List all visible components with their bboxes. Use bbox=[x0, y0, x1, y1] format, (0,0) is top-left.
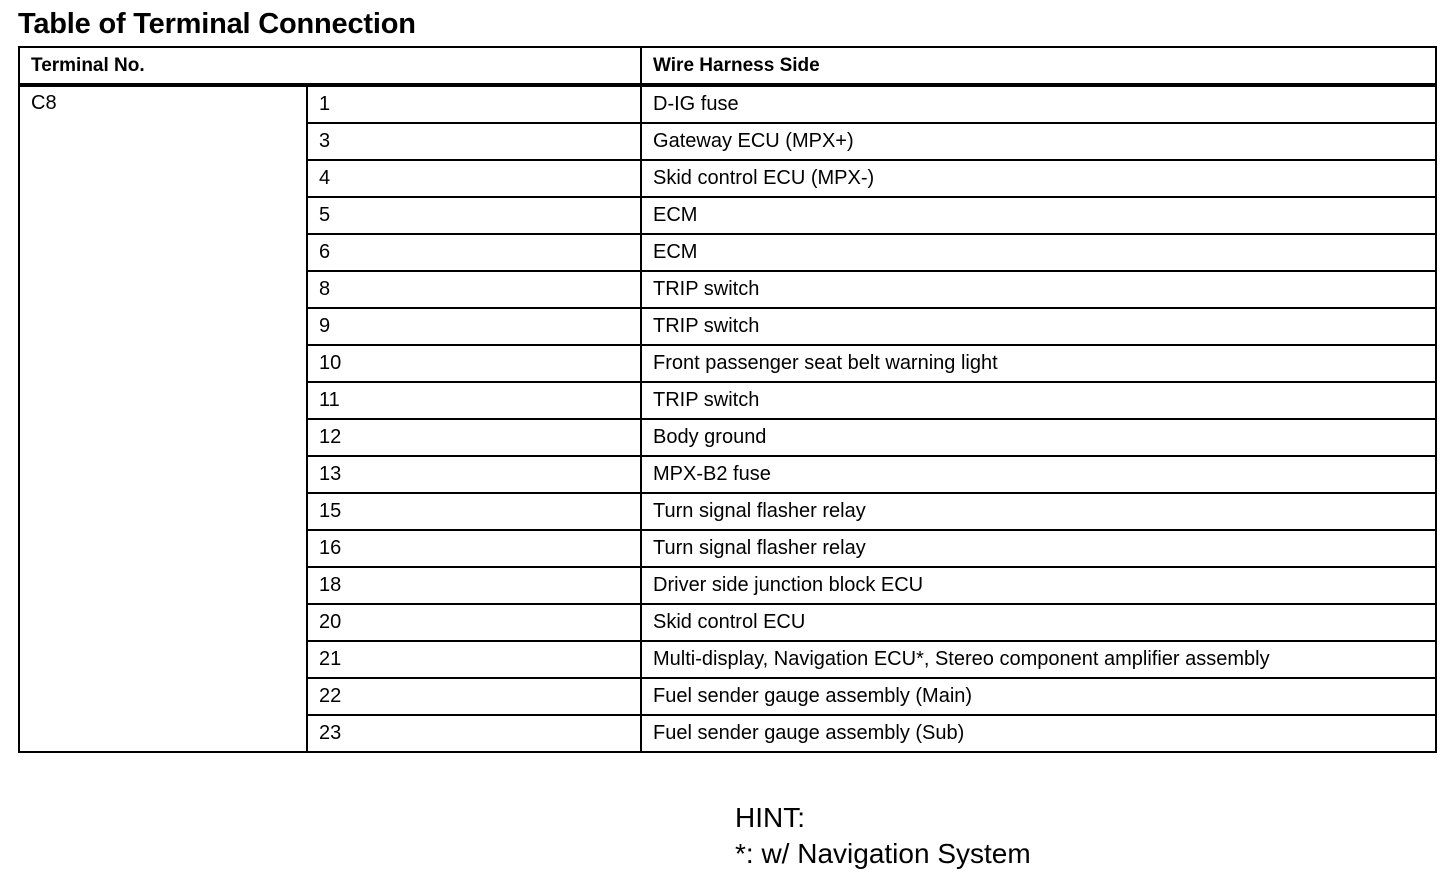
table-row bbox=[19, 85, 1436, 123]
terminal-number-cell: 13 bbox=[307, 456, 641, 493]
wire-harness-side-cell: Skid control ECU (MPX-) bbox=[641, 160, 1436, 197]
terminal-number-cell: 9 bbox=[307, 308, 641, 345]
header-wire-harness-side: Wire Harness Side bbox=[641, 47, 1436, 85]
terminal-number-cell: 5 bbox=[307, 197, 641, 234]
terminal-number-cell: 21 bbox=[307, 641, 641, 678]
table-header-row bbox=[19, 47, 1436, 85]
wire-harness-side-cell: TRIP switch bbox=[641, 382, 1436, 419]
terminal-number-cell: 12 bbox=[307, 419, 641, 456]
terminal-connection-table bbox=[18, 46, 1437, 753]
terminal-number-cell: 18 bbox=[307, 567, 641, 604]
hint-label: HINT: bbox=[735, 802, 805, 833]
header-terminal-no: Terminal No. bbox=[19, 47, 641, 85]
wire-harness-side-cell: Front passenger seat belt warning light bbox=[641, 345, 1436, 382]
terminal-number-cell: 16 bbox=[307, 530, 641, 567]
wire-harness-side-cell: Turn signal flasher relay bbox=[641, 493, 1436, 530]
terminal-number-cell: 23 bbox=[307, 715, 641, 752]
connector-cell: C8 bbox=[19, 85, 307, 752]
hint-block bbox=[735, 800, 1031, 872]
table-body bbox=[19, 85, 1436, 752]
wire-harness-side-cell: Skid control ECU bbox=[641, 604, 1436, 641]
terminal-number-cell: 4 bbox=[307, 160, 641, 197]
wire-harness-side-cell: Fuel sender gauge assembly (Main) bbox=[641, 678, 1436, 715]
wire-harness-side-cell: Gateway ECU (MPX+) bbox=[641, 123, 1436, 160]
wire-harness-side-cell: Driver side junction block ECU bbox=[641, 567, 1436, 604]
wire-harness-side-cell: Turn signal flasher relay bbox=[641, 530, 1436, 567]
wire-harness-side-cell: ECM bbox=[641, 234, 1436, 271]
wire-harness-side-cell: Multi-display, Navigation ECU*, Stereo component amplifier assembly bbox=[641, 641, 1436, 678]
terminal-number-cell: 8 bbox=[307, 271, 641, 308]
wire-harness-side-cell: TRIP switch bbox=[641, 308, 1436, 345]
terminal-number-cell: 3 bbox=[307, 123, 641, 160]
wire-harness-side-cell: MPX-B2 fuse bbox=[641, 456, 1436, 493]
terminal-number-cell: 11 bbox=[307, 382, 641, 419]
terminal-number-cell: 1 bbox=[307, 85, 641, 123]
wire-harness-side-cell: D-IG fuse bbox=[641, 85, 1436, 123]
page-title: Table of Terminal Connection bbox=[18, 8, 416, 40]
hint-footnote: *: w/ Navigation System bbox=[735, 838, 1031, 869]
terminal-number-cell: 22 bbox=[307, 678, 641, 715]
wire-harness-side-cell: Fuel sender gauge assembly (Sub) bbox=[641, 715, 1436, 752]
terminal-number-cell: 6 bbox=[307, 234, 641, 271]
wire-harness-side-cell: Body ground bbox=[641, 419, 1436, 456]
terminal-number-cell: 10 bbox=[307, 345, 641, 382]
terminal-number-cell: 15 bbox=[307, 493, 641, 530]
terminal-number-cell: 20 bbox=[307, 604, 641, 641]
wire-harness-side-cell: TRIP switch bbox=[641, 271, 1436, 308]
wire-harness-side-cell: ECM bbox=[641, 197, 1436, 234]
